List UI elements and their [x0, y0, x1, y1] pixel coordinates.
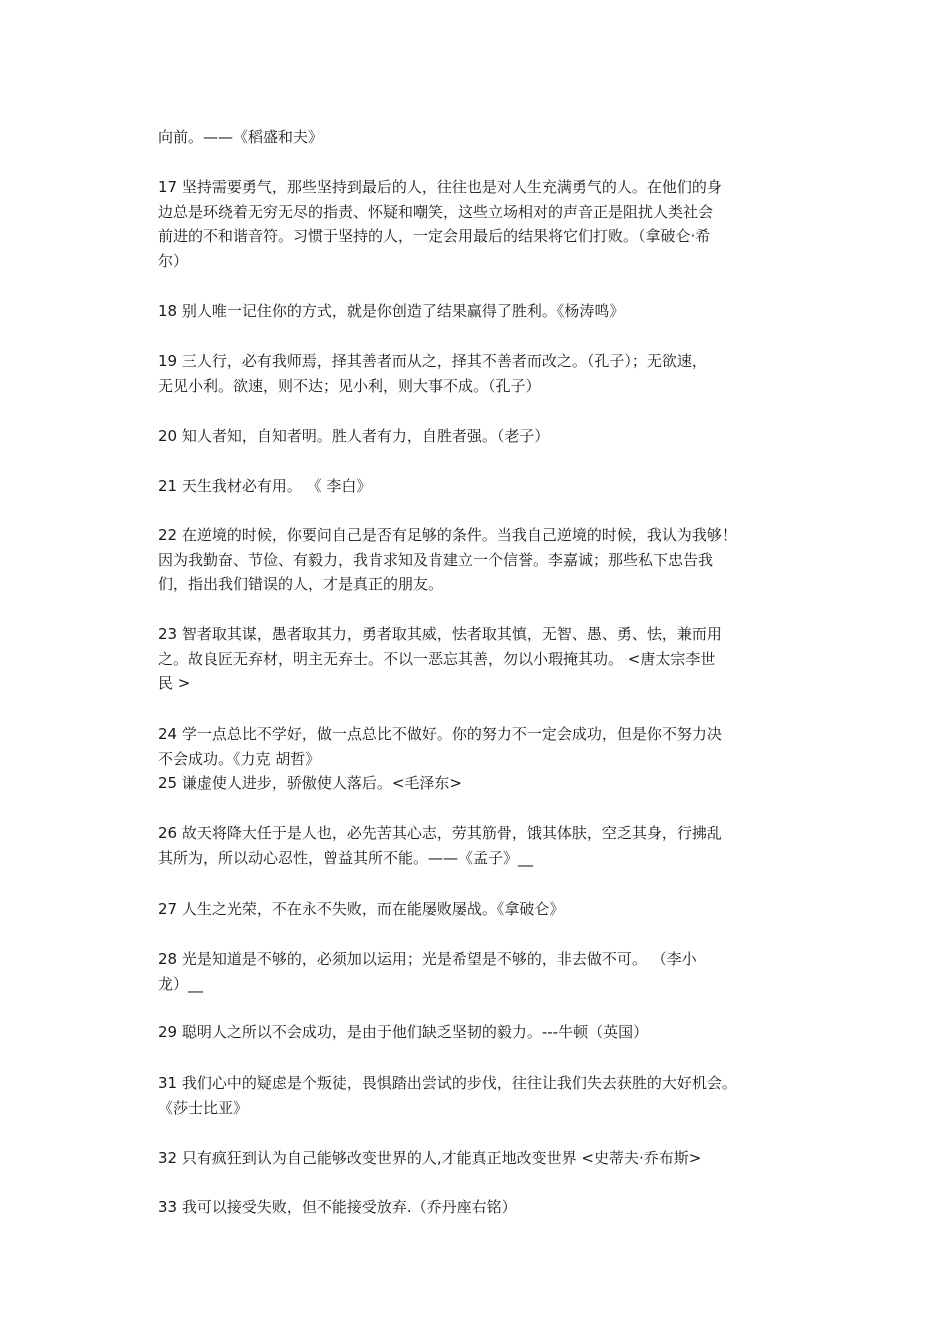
paragraph-27	[158, 897, 808, 922]
text-line: 27 人生之光荣，不在永不失败，而在能屡败屡战。《拿破仑》	[158, 900, 565, 918]
text-line: 23 智者取其谋，愚者取其力，勇者取其威，怯者取其慎，无智、愚、勇、怯，兼而用	[158, 625, 722, 643]
paragraph-26	[158, 821, 808, 870]
paragraph-18	[158, 299, 808, 324]
paragraph-32	[158, 1146, 808, 1171]
paragraph-17	[158, 175, 808, 273]
text-line: 20 知人者知，自知者明。胜人者有力，自胜者强。（老子）	[158, 427, 550, 445]
text-line: 24 学一点总比不学好，做一点总比不做好。你的努力不一定会成功，但是你不努力决	[158, 725, 722, 743]
paragraph-22	[158, 523, 808, 597]
text-line: 《莎士比亚》	[158, 1098, 249, 1117]
paragraph-29	[158, 1020, 808, 1045]
text-line: 28 光是知道是不够的，必须加以运用；光是希望是不够的，非去做不可。 （李小	[158, 950, 697, 968]
paragraph-19	[158, 349, 808, 398]
text-line: 21 天生我材必有用。 《 李白》	[158, 477, 372, 495]
paragraph-33	[158, 1195, 808, 1220]
text-line: 29 聪明人之所以不会成功，是由于他们缺乏坚韧的毅力。---牛顿（英国）	[158, 1023, 649, 1041]
text-line: 31 我们心中的疑虑是个叛徒，畏惧踏出尝试的步伐，往往让我们失去获胜的大好机会。	[158, 1074, 737, 1092]
paragraph-24-25	[158, 722, 808, 796]
paragraph-28	[158, 947, 808, 996]
text-line: 17 坚持需要勇气，那些坚持到最后的人，往往也是对人生充满勇气的人。在他们的身	[158, 178, 722, 196]
text-line: 19 三人行，必有我师焉，择其善者而从之，择其不善者而改之。（孔子）；无欲速，	[158, 352, 707, 370]
paragraph-31	[158, 1071, 808, 1120]
text-line: 因为我勤奋、节俭、有毅力，我肯求知及肯建立一个信誉。李嘉诚；那些私下忠告我	[158, 550, 714, 569]
paragraph-20	[158, 424, 808, 449]
text-line: 之。故良匠无弃材，明主无弃士。不以一恶忘其善，勿以小瑕掩其功。 <唐太宗李世	[158, 649, 716, 668]
text-line: 26 故天将降大任于是人也，必先苦其心志，劳其筋骨，饿其体肤，空乏其身，行拂乱	[158, 824, 722, 842]
text-line: 22 在逆境的时候，你要问自己是否有足够的条件。当我自己逆境的时候，我认为我够！	[158, 526, 737, 544]
text-line: 33 我可以接受失败，但不能接受放弃.（乔丹座右铭）	[158, 1198, 517, 1216]
text-line: 18 别人唯一记住你的方式，就是你创造了结果赢得了胜利。《杨涛鸣》	[158, 302, 625, 320]
text-line: 不会成功。《力克 胡哲》	[158, 749, 321, 768]
text-line: 32 只有疯狂到认为自己能够改变世界的人,才能真正地改变世界 <史蒂夫·乔布斯>	[158, 1149, 702, 1167]
text-line: 其所为，所以动心忍性，曾益其所不能。——《孟子》__	[158, 848, 534, 867]
paragraph-23	[158, 622, 808, 696]
paragraph-21	[158, 474, 808, 499]
text-line: 尔）	[158, 251, 189, 270]
text-line: 25 谦虚使人进步，骄傲使人落后。<毛泽东>	[158, 774, 462, 792]
paragraph-0	[158, 125, 808, 150]
text-line: 们，指出我们错误的人，才是真正的朋友。	[158, 575, 444, 593]
text-line: 向前。——《稻盛和夫》	[158, 128, 324, 146]
text-line: 无见小利。欲速，则不达；见小利，则大事不成。（孔子）	[158, 376, 541, 395]
text-line: 龙）__	[158, 974, 204, 993]
text-line: 边总是环绕着无穷无尽的指责、怀疑和嘲笑，这些立场相对的声音正是阻扰人类社会	[158, 202, 714, 221]
text-line: 民 >	[158, 674, 191, 692]
text-line: 前进的不和谐音符。习惯于坚持的人，一定会用最后的结果将它们打败。（拿破仑·希	[158, 227, 711, 245]
